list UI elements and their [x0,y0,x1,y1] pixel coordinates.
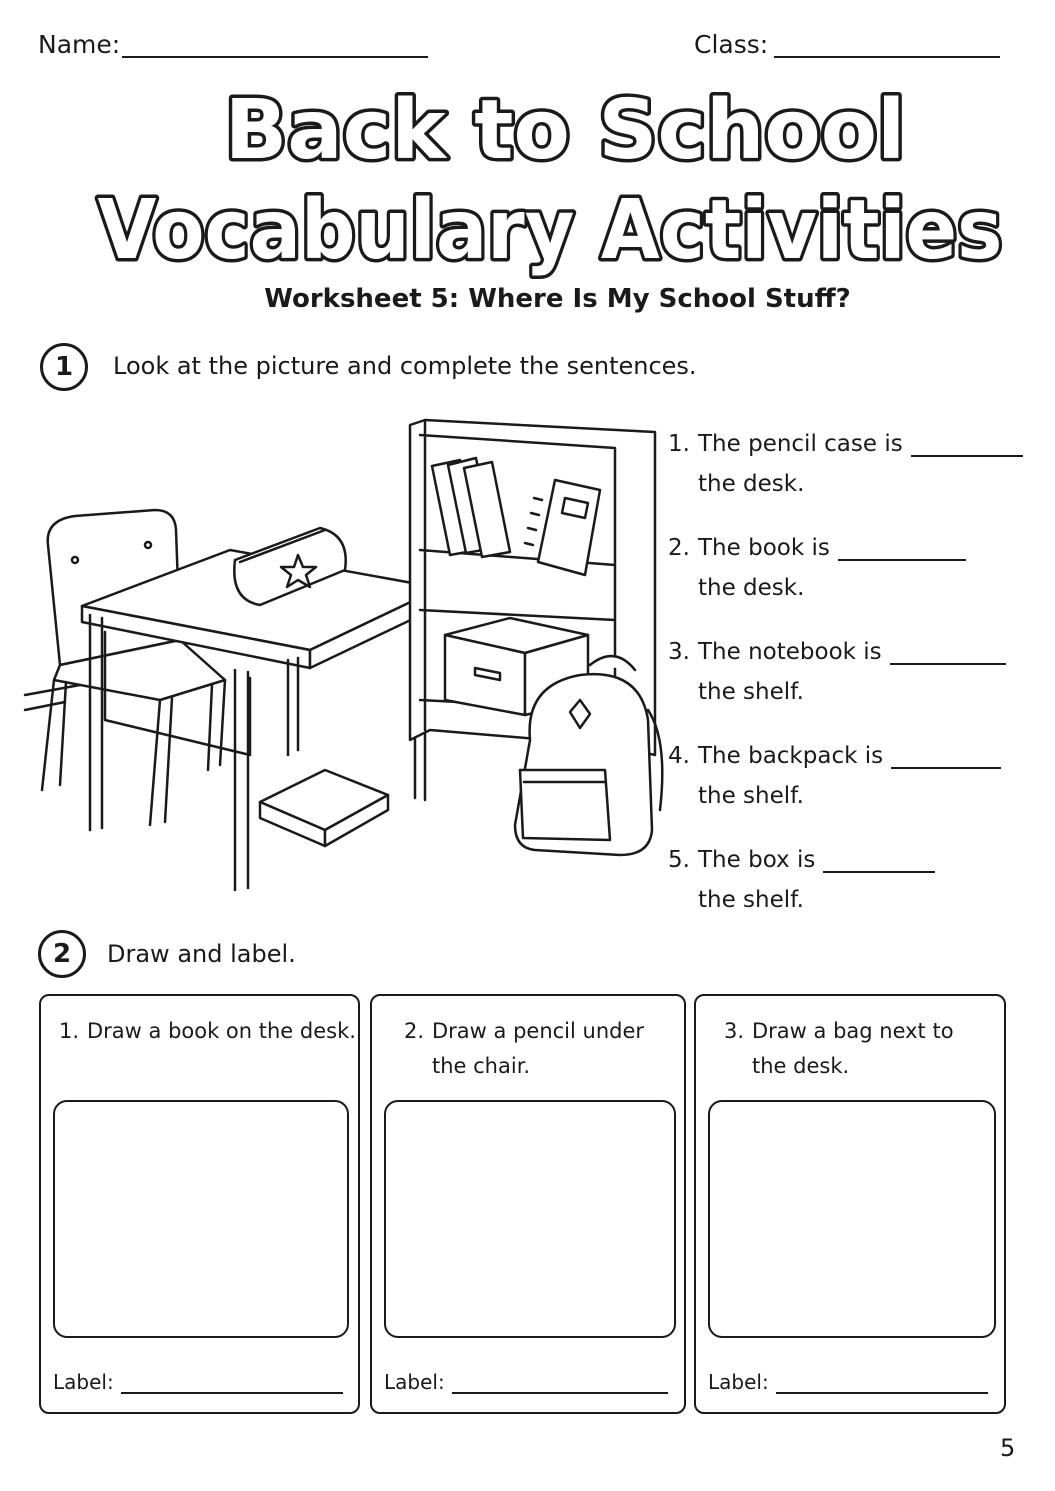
book-icon [260,770,388,846]
title-line-2: Vocabulary Activities [97,183,1003,278]
card-2-text: Draw a pencil under [432,1019,645,1043]
card-1-label-line[interactable] [121,1392,343,1394]
chair-icon [42,510,225,825]
card-3-text: Draw a bag next to [752,1019,954,1043]
page-number: 5 [1000,1434,1016,1462]
class-label: Class: [694,30,769,59]
card-3-label: Label: [708,1370,769,1394]
card-2-text-line2: the chair. [432,1054,531,1078]
question-1 [668,424,1023,504]
question-5-text: The box is [698,847,816,873]
question-3-continuation: the shelf. [698,679,804,705]
section-1-instruction: Look at the picture and complete the sentences. [113,352,697,380]
class-field[interactable] [774,26,1000,58]
question-4-blank[interactable] [891,745,1001,769]
question-4 [668,736,1001,816]
question-2-number: 2. [668,535,690,561]
card-1-text: Draw a book on the desk. [87,1019,356,1043]
question-2-text: The book is [698,535,830,561]
section-1-number: 1 [40,343,88,391]
worksheet-subtitle: Worksheet 5: Where Is My School Stuff? [264,284,851,314]
card-2-task [404,1014,644,1084]
card-2-label: Label: [384,1370,445,1394]
worksheet-title [0,70,1055,290]
name-label: Name: [38,30,121,59]
question-5 [668,840,935,920]
draw-card-3 [694,994,1006,1414]
card-3-label-line[interactable] [776,1392,988,1394]
card-3-drawing-area[interactable] [708,1100,996,1338]
title-line-1: Back to School [224,83,906,178]
section-2-instruction: Draw and label. [107,940,296,968]
question-5-continuation: the shelf. [698,887,804,913]
card-1-drawing-area[interactable] [53,1100,349,1338]
card-2-drawing-area[interactable] [384,1100,676,1338]
question-3-text: The notebook is [698,639,882,665]
name-field[interactable] [122,26,428,58]
question-4-text: The backpack is [698,743,884,769]
card-2-label-line[interactable] [452,1392,668,1394]
question-4-number: 4. [668,743,690,769]
question-1-number: 1. [668,431,690,457]
question-5-blank[interactable] [823,849,935,873]
question-5-number: 5. [668,847,690,873]
question-2-continuation: the desk. [698,575,805,601]
classroom-illustration [20,410,670,910]
card-3-task [724,1014,954,1084]
card-1-task [59,1014,356,1049]
question-4-continuation: the shelf. [698,783,804,809]
question-3 [668,632,1006,712]
card-1-number: 1. [59,1019,80,1043]
card-3-number: 3. [724,1019,745,1043]
question-3-blank[interactable] [890,641,1006,665]
card-1-label: Label: [53,1370,114,1394]
question-1-blank[interactable] [911,433,1023,457]
question-1-text: The pencil case is [698,431,903,457]
question-1-continuation: the desk. [698,471,805,497]
question-3-number: 3. [668,639,690,665]
card-3-text-line2: the desk. [752,1054,850,1078]
draw-card-1 [39,994,360,1414]
question-2-blank[interactable] [838,537,966,561]
card-2-number: 2. [404,1019,425,1043]
draw-card-2 [370,994,686,1414]
question-2 [668,528,966,608]
section-2-number: 2 [38,930,86,978]
